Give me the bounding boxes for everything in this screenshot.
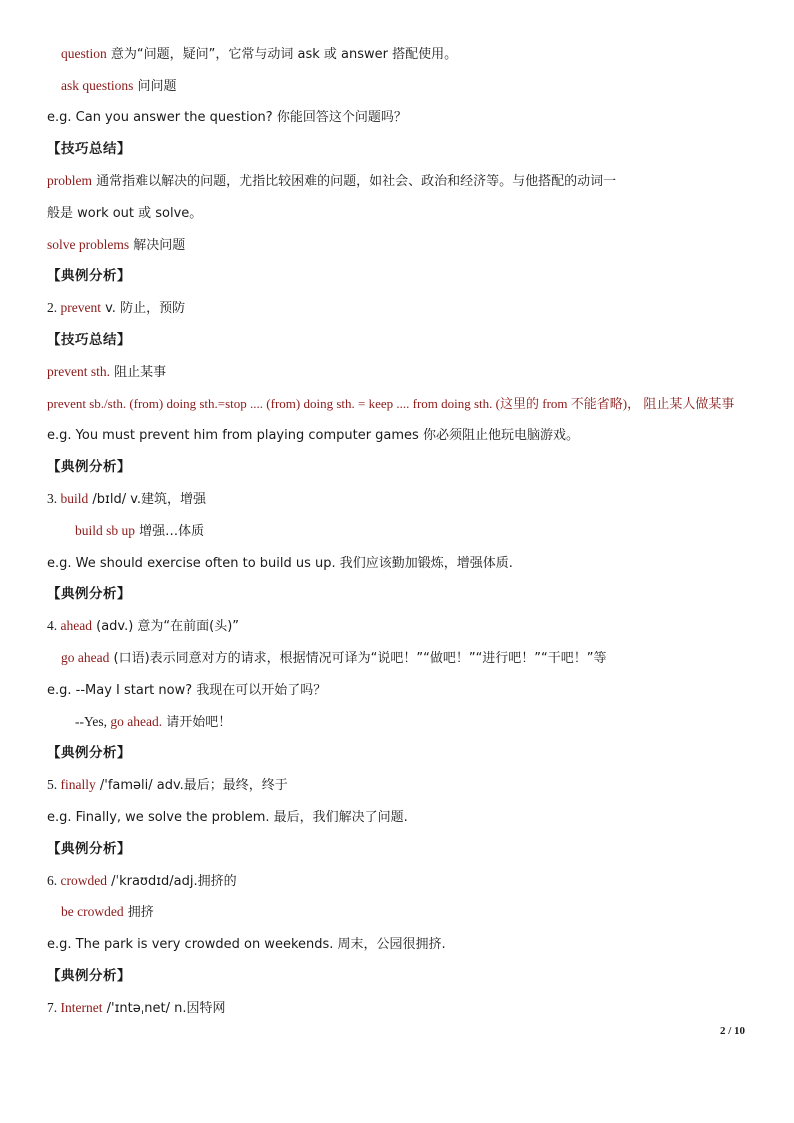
highlight-term: ask questions xyxy=(61,78,134,93)
example-line: e.g. Can you answer the question? 你能回答这个问题吗？ xyxy=(47,110,407,125)
highlight-term: finally xyxy=(60,777,96,792)
text-line: 般是 work out 或 solve。 xyxy=(47,206,203,221)
vocab-entry: 7. Internet /'ɪntəˌnet/ n.因特网 xyxy=(47,1000,226,1016)
text-line: be crowded 拥挤 xyxy=(61,904,154,920)
section-header: 【技巧总结】 xyxy=(47,141,131,157)
page-number: 2 / 10 xyxy=(720,1025,746,1037)
section-header: 【技巧总结】 xyxy=(47,332,131,348)
highlight-term: go ahead xyxy=(61,650,110,665)
highlight-term: prevent sth. xyxy=(47,364,110,379)
highlight-term: Internet xyxy=(60,1000,103,1015)
highlight-term: prevent xyxy=(60,300,101,315)
example-line: e.g. You must prevent him from playing computer games 你必须阻止他玩电脑游戏。 xyxy=(47,428,579,443)
section-header: 【典例分析】 xyxy=(47,841,131,857)
text-line: ask questions 问问题 xyxy=(61,78,177,94)
example-line: e.g. Finally, we solve the problem. 最后，我们解决了问题. xyxy=(47,810,408,825)
section-header: 【典例分析】 xyxy=(47,968,131,984)
highlight-term: be crowded xyxy=(61,904,124,919)
section-header: 【典例分析】 xyxy=(47,459,131,475)
text-line: go ahead (口语)表示同意对方的请求，根据情况可译为“说吧！”“做吧！”“进行吧！”“干吧！”等 xyxy=(61,650,607,666)
highlight-term: question xyxy=(61,46,107,61)
vocab-entry: 5. finally /'faməli/ adv.最后；最终，终于 xyxy=(47,777,288,793)
vocab-entry: 6. crowded /ˈkraʊdɪd/adj.拥挤的 xyxy=(47,873,237,889)
text-line: solve problems 解决问题 xyxy=(47,237,186,253)
section-header: 【典例分析】 xyxy=(47,268,131,284)
example-line: e.g. We should exercise often to build us up. 我们应该勤加锻炼，增强体质. xyxy=(47,556,513,571)
example-line: --Yes, go ahead. 请开始吧！ xyxy=(75,714,232,730)
highlight-term: prevent sb./sth. (from) doing sth.=stop .... (from) doing sth. = keep .... from doing sth. (这里的 from 不能省略)， 阻止某人做某事 xyxy=(47,396,735,411)
vocab-entry: 4. ahead (adv.) 意为“在前面(头)” xyxy=(47,618,240,634)
text-line xyxy=(47,395,794,413)
highlight-term: go ahead. xyxy=(110,714,163,729)
highlight-term: ahead xyxy=(60,618,92,633)
highlight-term: crowded xyxy=(60,873,107,888)
section-header: 【典例分析】 xyxy=(47,745,131,761)
highlight-term: problem xyxy=(47,173,92,188)
highlight-term: build xyxy=(60,491,89,506)
text-line: prevent sth. 阻止某事 xyxy=(47,364,167,380)
vocab-entry: 3. build /bɪld/ v.建筑，增强 xyxy=(47,491,207,507)
text-line: problem 通常指难以解决的问题，尤指比较困难的问题，如社会、政治和经济等。与他搭配的动词一 xyxy=(47,173,617,189)
highlight-term: build sb up xyxy=(75,523,136,538)
highlight-term: solve problems xyxy=(47,237,130,252)
text-line: question 意为“问题，疑问”，它常与动词 ask 或 answer 搭配使用。 xyxy=(61,46,458,62)
example-line: e.g. The park is very crowded on weekends. 周末，公园很拥挤. xyxy=(47,937,446,952)
vocab-entry: 2. prevent v. 防止，预防 xyxy=(47,300,186,316)
text-line: build sb up 增强…体质 xyxy=(75,523,205,539)
section-header: 【典例分析】 xyxy=(47,586,131,602)
example-line: e.g. --May I start now? 我现在可以开始了吗？ xyxy=(47,683,327,698)
